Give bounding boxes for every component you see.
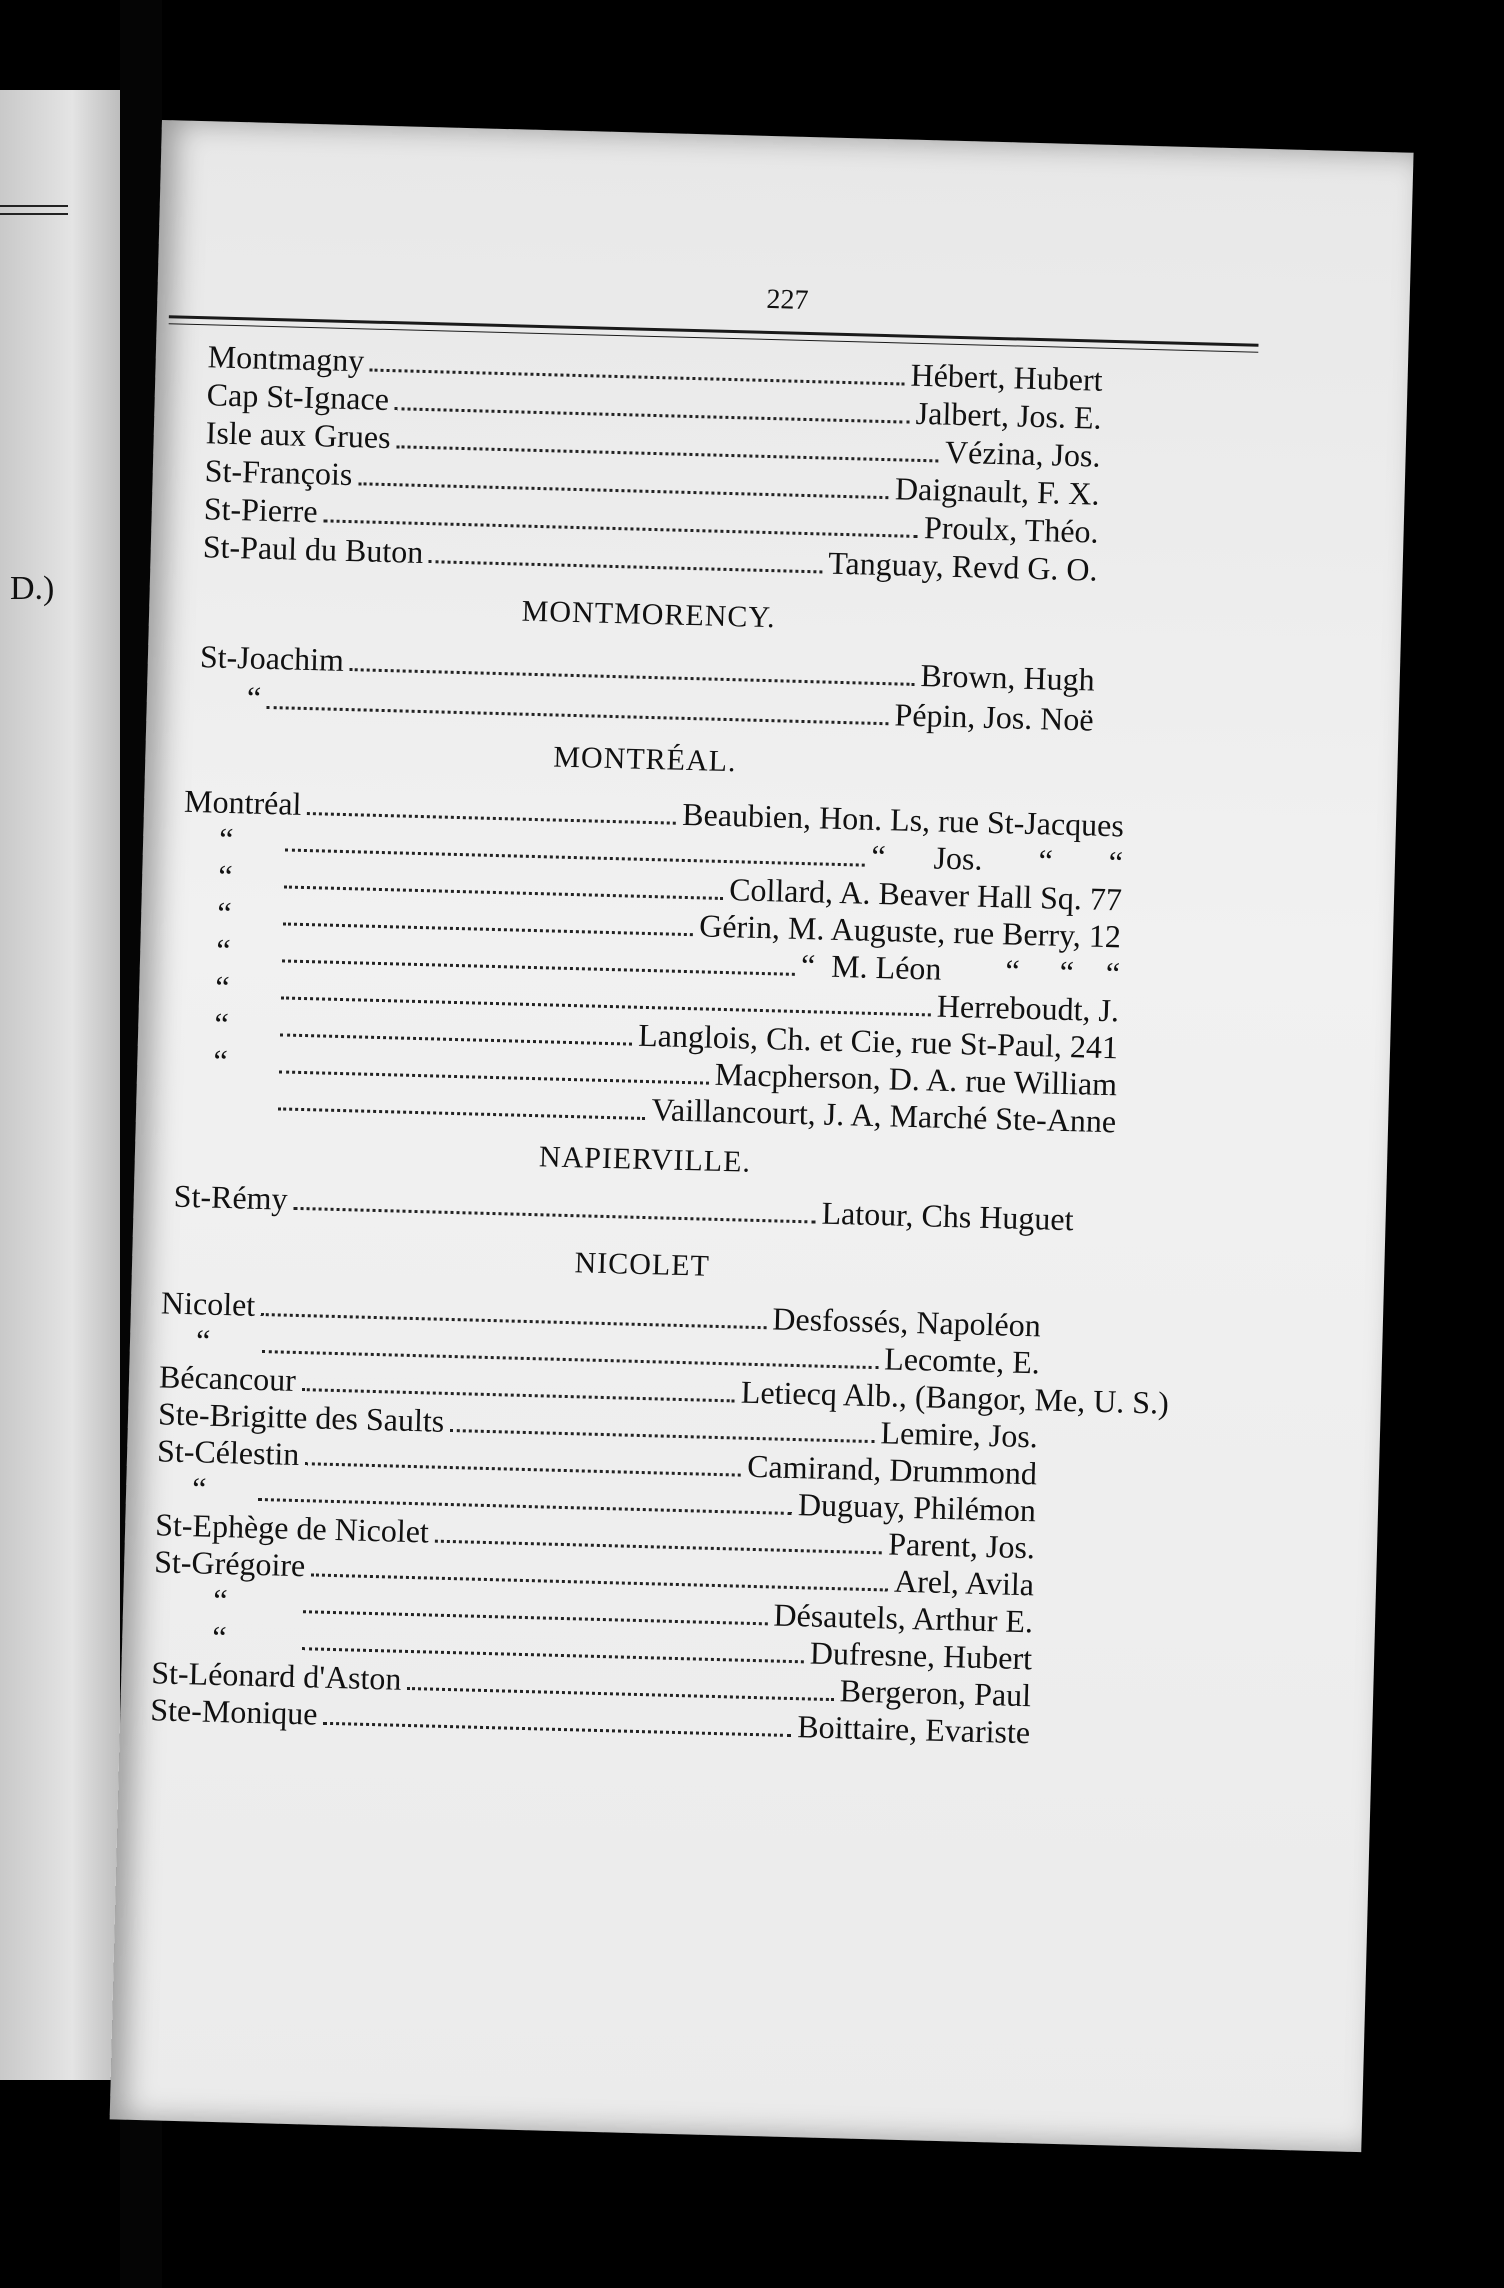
person-name: Tanguay, Revd G. O. [827,544,1099,588]
place-name: “ [213,1005,230,1043]
person-name: Proulx, Théo. [923,509,1100,550]
place-name: “ [246,679,262,716]
person-name: Macpherson, D. A. rue William [714,1055,1118,1103]
section-heading: MONTRÉAL. [552,740,737,779]
leader-dots [278,1106,645,1120]
place-name: Isle aux Grues [205,414,392,456]
place-name: St-Léonard d'Aston [150,1654,402,1697]
person-name: Daignault, F. X. [894,470,1101,512]
person-name: Pépin, Jos. Noë [894,696,1095,738]
place-name: St-Pierre [203,490,319,530]
person-name: Collard, A. Beaver Hall Sq. 77 [728,871,1123,918]
person-name: Vézina, Jos. [944,433,1102,474]
person-name: Boittaire, Evariste [796,1708,1031,1751]
person-name: Latour, Chs Huguet [821,1194,1075,1238]
left-page-text-fragment: D.) [10,570,55,607]
leader-dots [323,1721,791,1737]
place-name: St-François [204,452,353,493]
place-name: St-Célestin [156,1432,300,1473]
person-name: Herreboudt, J. [936,987,1120,1029]
place-name: Nicolet [160,1284,256,1323]
place-name: “ [211,1618,227,1656]
place-name: St-Paul du Buton [202,528,424,570]
person-name: Arel, Avila [893,1562,1035,1603]
person-name: Letiecq Alb., (Bangor, Me, U. S.) [740,1373,1170,1421]
person-name: “ M. Léon “ “ “ [800,947,1121,992]
person-name: Beaubien, Hon. Ls, rue St-Jacques [681,795,1125,844]
person-name: Desfossés, Napoléon [771,1300,1042,1344]
person-name: Parent, Jos. [887,1525,1036,1566]
person-name: Brown, Hugh [920,657,1096,698]
place-name: Bécancour [158,1358,297,1398]
person-name: Camirand, Drummond [746,1447,1038,1492]
place-name: “ [195,1322,211,1359]
person-name: Duguay, Philémon [797,1486,1037,1529]
place-name: “ [217,857,233,895]
table-row [173,1176,1074,1240]
place-name: St-Ephège de Nicolet [154,1506,430,1550]
place-name [176,1117,272,1120]
person-name: Bergeron, Paul [839,1672,1032,1714]
book-page [110,120,1414,2152]
leader-dots [293,1206,815,1224]
person-name: “ Jos. “ “ [870,837,1124,881]
place-name: Montmagny [207,338,365,379]
person-name: Vaillancourt, J. A, Marché Ste-Anne [651,1091,1117,1140]
leader-dots [429,559,822,573]
section-heading: NICOLET [574,1246,711,1283]
place-name: “ [215,931,231,969]
section-heading: MONTMORENCY. [521,594,777,635]
person-name: Hébert, Hubert [910,356,1103,398]
place-name: Montréal [183,782,302,822]
place-name: Ste-Monique [149,1691,318,1732]
place-name: Ste-Brigitte des Saults [157,1395,445,1439]
place-name: St-Joachim [199,638,345,678]
place-name: St-Grégoire [153,1543,306,1584]
person-name: Dufresne, Hubert [809,1634,1033,1677]
place-name: “ [212,1581,228,1619]
place-name: St-Rémy [173,1177,289,1217]
person-name: Jalbert, Jos. E. [915,394,1103,436]
person-name: Désautels, Arthur E. [773,1596,1034,1640]
place-name: “ [191,1470,207,1507]
person-name: Lemire, Jos. [880,1414,1039,1455]
left-facing-page [0,90,120,2080]
leader-dots [267,705,889,725]
place-name: “ [214,968,231,1006]
place-name: “ [218,820,234,858]
person-name: Lecomte, E. [883,1340,1041,1381]
page-number: 227 [766,283,809,316]
place-name: “ [212,1042,229,1080]
place-name: Cap St-Ignace [206,376,390,418]
person-name: Langlois, Ch. et Cie, rue St-Paul, 241 [637,1016,1119,1066]
person-name: Gérin, M. Auguste, rue Berry, 12 [698,907,1122,955]
place-name: “ [216,894,232,932]
section-heading: NAPIERVILLE. [538,1140,752,1179]
